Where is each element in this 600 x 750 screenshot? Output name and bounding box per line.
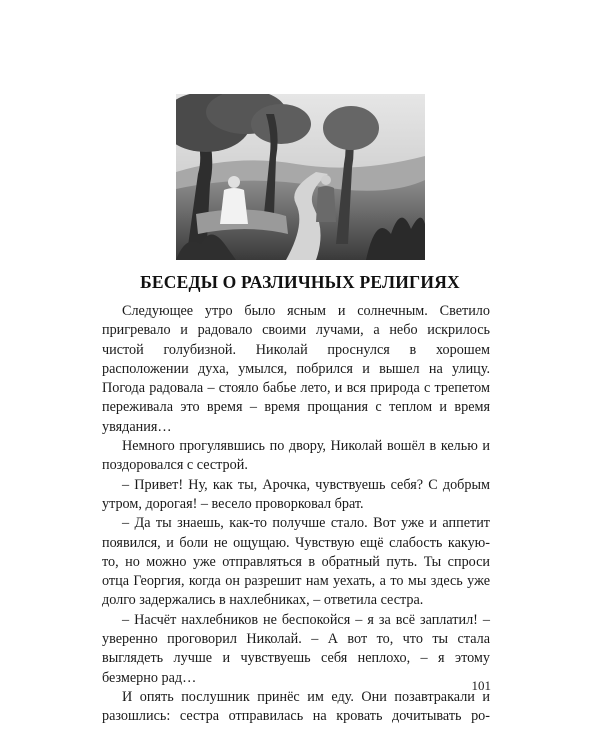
landscape-illustration-icon (176, 94, 425, 260)
paragraph: – Привет! Ну, как ты, Арочка, чувствуешь себя? С добрым утром, дорогая! – весело проворковал брат. (102, 476, 490, 512)
paragraph: – Насчёт нахлебников не беспокойся – я за всё заплатил! – уверенно проговорил Николай. – А вот то, что ты стала выглядеть лучше и чувствуешь себя неплохо, – я этому безмерно рад… (102, 611, 490, 686)
paragraph: Немного прогулявшись по двору, Николай вошёл в келью и поздоровался с сестрой. (102, 438, 490, 474)
paragraph: – Да ты знаешь, как-то получше стало. Вот уже и аппетит появился, и боли не ощущаю. Чувствую ещё слабость какую-то, но можно уже отправляться в обратный путь. Ты спроси отца Георгия, когда он разрешит нам уехать, а то мы здесь уже долго задержались в нахлебниках, – ответила сестра. (102, 515, 490, 609)
paragraph: Следующее утро было ясным и солнечным. Светило пригревало и радовало своими лучами, а небо искрилось чистой голубизной. Николай проснулся в хорошем расположении духа, умылся, побрился и вышел на улицу. Погода радовала – стояло бабье лето, и вся природа с трепетом переживала это время – время прощания с теплом и время увядания… (102, 303, 490, 435)
paragraph: И опять послушник принёс им еду. Они позавтракали и разошлись: сестра отправилась на кровать дочитывать ро- (102, 688, 490, 725)
chapter-illustration (176, 94, 425, 260)
chapter-title: БЕСЕДЫ О РАЗЛИЧНЫХ РЕЛИГИЯХ (140, 272, 460, 292)
page-number: 101 (471, 678, 491, 693)
body-text (102, 302, 490, 727)
